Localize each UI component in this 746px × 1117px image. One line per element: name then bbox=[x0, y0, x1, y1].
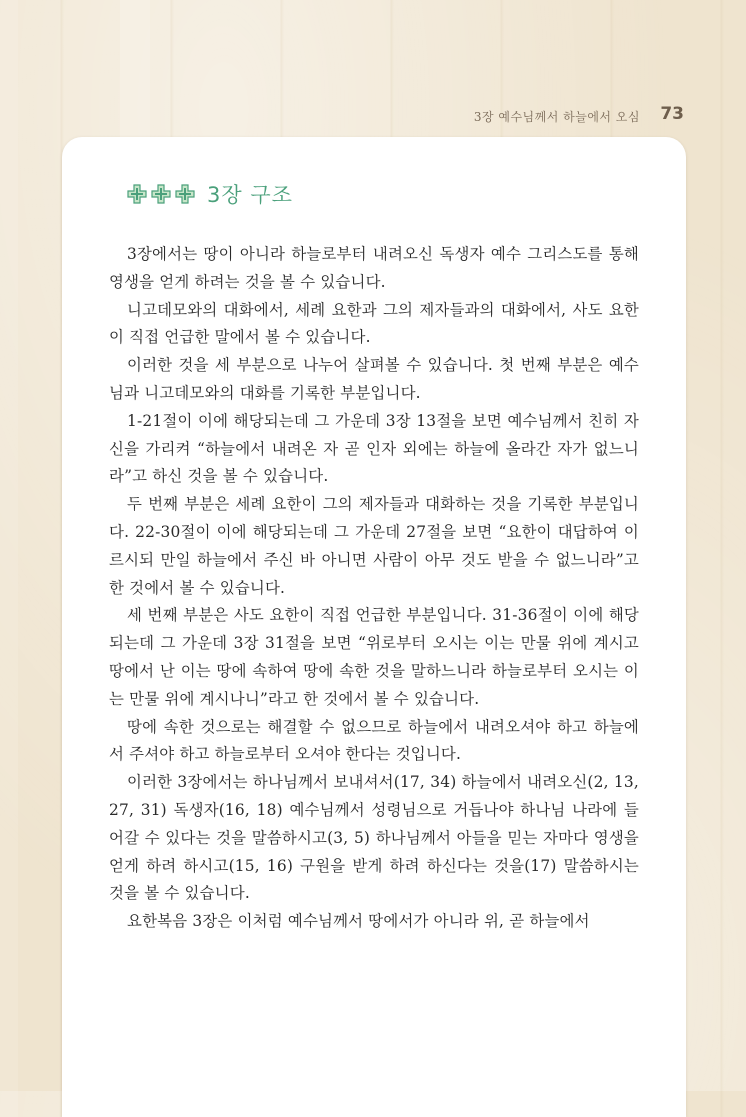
body-text bbox=[109, 241, 639, 936]
section-heading bbox=[127, 179, 293, 209]
paragraph: 요한복음 3장은 이처럼 예수님께서 땅에서가 아니라 위, 곧 하늘에서 bbox=[127, 912, 590, 931]
paragraph: 땅에 속한 것으로는 해결할 수 없으므로 하늘에서 내려오셔야 하고 하늘에서 주셔야 하고 하늘로부터 오셔야 한다는 것입니다. bbox=[109, 717, 639, 764]
paragraph: 니고데모와의 대화에서, 세례 요한과 그의 제자들과의 대화에서, 사도 요한이 직접 언급한 말에서 볼 수 있습니다. bbox=[109, 300, 639, 347]
cross-icon bbox=[151, 184, 171, 204]
page-number: 73 bbox=[660, 104, 684, 124]
paragraph: 3장에서는 땅이 아니라 하늘로부터 내려오신 독생자 예수 그리스도를 통해 영생을 얻게 하려는 것을 볼 수 있습니다. bbox=[109, 245, 639, 291]
paragraph: 세 번째 부분은 사도 요한이 직접 언급한 부분입니다. 31-36절이 이에 해당되는데 그 가운데 3장 31절을 보면 “위로부터 오시는 이는 만물 위에 계시고 땅에서 난 이는 땅에 속하여 땅에 속한 것을 말하느니라 하늘로부터 오시는 이는 만물 위에 계시나니”라고 한 것에서 볼 수 있습니다. bbox=[109, 606, 639, 708]
section-title: 3장 구조 bbox=[207, 183, 293, 207]
running-header: 3장 예수님께서 하늘에서 오심 bbox=[473, 110, 640, 124]
cross-icon bbox=[175, 184, 195, 204]
paragraph: 1-21절이 이에 해당되는데 그 가운데 3장 13절을 보면 예수님께서 친히 자신을 가리켜 “하늘에서 내려온 자 곧 인자 외에는 하늘에 올라간 자가 없느니라”고 하신 것을 볼 수 있습니다. bbox=[109, 411, 639, 486]
paragraph: 이러한 것을 세 부분으로 나누어 살펴볼 수 있습니다. 첫 번째 부분은 예수님과 니고데모와의 대화를 기록한 부분입니다. bbox=[109, 356, 639, 402]
paragraph: 이러한 3장에서는 하나님께서 보내셔서(17, 34) 하늘에서 내려오신(2, 13, 27, 31) 독생자(16, 18) 예수님께서 성령님으로 거듭나야 하나님 나라에 들어갈 수 있다는 것을 말씀하시고(3, 5) 하나님께서 아들을 믿는 자마다 영생을 얻게 하려 하시고(15, 16) 구원을 받게 하려 하신다는 것을(17) 말씀하시는 것을 볼 수 있습니다. bbox=[109, 773, 639, 903]
cross-icon bbox=[127, 184, 147, 204]
paragraph: 두 번째 부분은 세례 요한이 그의 제자들과 대화하는 것을 기록한 부분입니다. 22-30절이 이에 해당되는데 그 가운데 27절을 보면 “요한이 대답하여 이르시되 만일 하늘에서 주신 바 아니면 사람이 아무 것도 받을 수 없느니라”고 한 것에서 볼 수 있습니다. bbox=[109, 495, 639, 597]
